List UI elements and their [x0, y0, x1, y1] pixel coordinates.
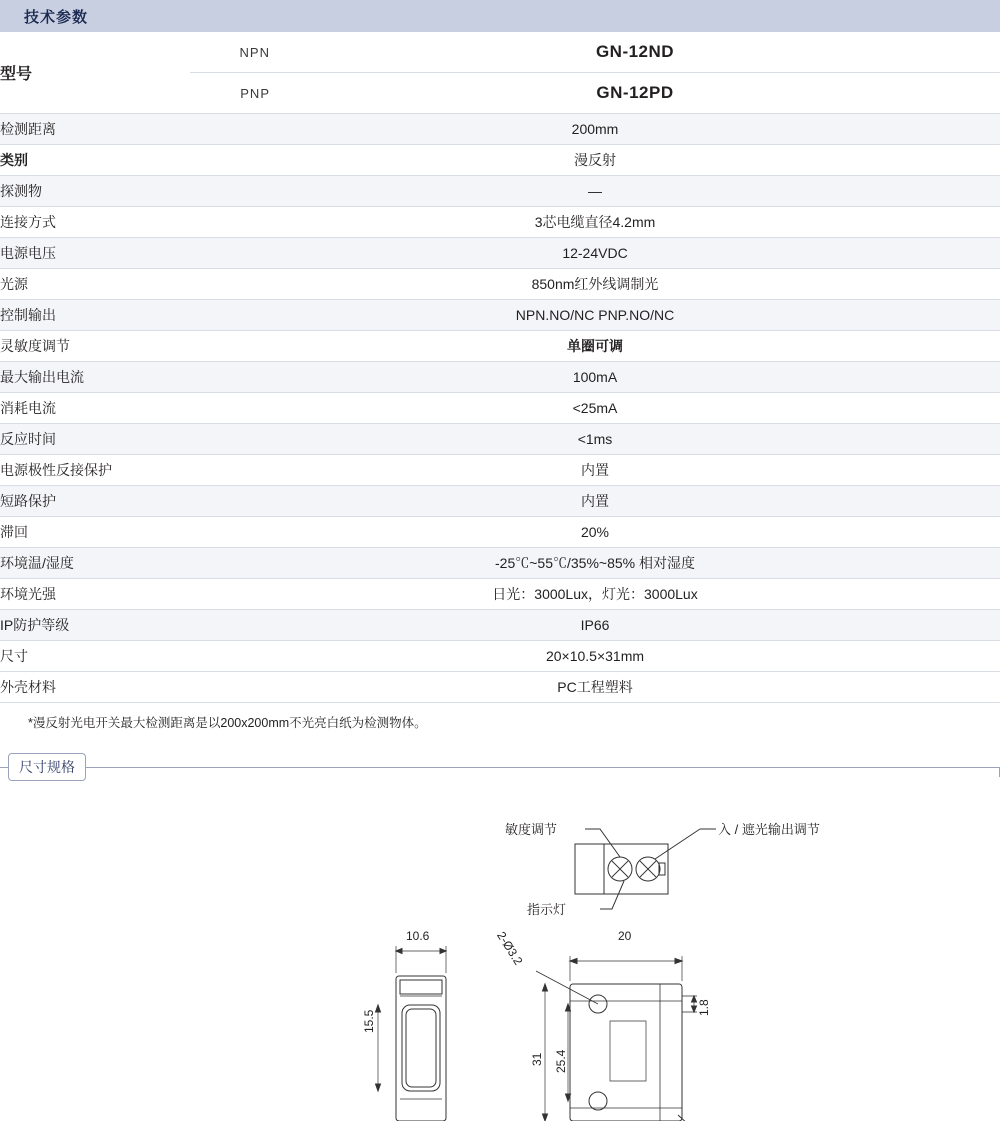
table-row [0, 579, 1000, 610]
table-row [0, 145, 1000, 176]
table-row [0, 610, 1000, 641]
row-label: 检测距离 [0, 114, 190, 145]
row-value: 200mm [190, 114, 1000, 145]
table-row [0, 362, 1000, 393]
row-value: -25℃~55℃/35%~85% 相对湿度 [190, 548, 1000, 579]
table-row [0, 238, 1000, 269]
dim-front-tab: 1.8 [697, 999, 711, 1016]
dim-hole-spec: 2-Ø3.2 [494, 929, 526, 968]
row-label: IP防护等级 [0, 610, 190, 641]
annotation-sensitivity: 敏度调节 [505, 822, 558, 837]
row-label: 外壳材料 [0, 672, 190, 703]
annotation-indicator-lamp: 指示灯 [527, 902, 567, 917]
table-row [0, 641, 1000, 672]
row-value: 单圈可调 [190, 331, 1000, 362]
row-value: IP66 [190, 610, 1000, 641]
table-row [0, 269, 1000, 300]
spec-footnote: *漫反射光电开关最大检测距离是以200x200mm不光亮白纸为检测物体。 [28, 716, 427, 730]
dimension-drawing [0, 781, 1000, 1121]
row-value: 内置 [190, 486, 1000, 517]
row-value: 3芯电缆直径4.2mm [190, 207, 1000, 238]
row-value: 100mA [190, 362, 1000, 393]
model-pnp-type: PNP [190, 73, 270, 114]
table-row [0, 331, 1000, 362]
dimension-section-tag: 尺寸规格 [8, 753, 86, 781]
row-value: 20% [190, 517, 1000, 548]
table-row-model-npn [0, 32, 1000, 73]
tech-params-title: 技术参数 [24, 8, 89, 26]
row-value: <25mA [190, 393, 1000, 424]
row-label: 控制输出 [0, 300, 190, 331]
row-value: 850nm红外线调制光 [190, 269, 1000, 300]
row-value: PC工程塑料 [190, 672, 1000, 703]
row-label: 电源极性反接保护 [0, 455, 190, 486]
row-value: 漫反射 [190, 145, 1000, 176]
model-label-cell [0, 32, 190, 114]
row-value: 内置 [190, 455, 1000, 486]
row-label: 光源 [0, 269, 190, 300]
annotation-light-dark-output: 入 / 遮光输出调节 [718, 822, 820, 837]
dim-side-width: 10.6 [406, 929, 430, 943]
table-row [0, 455, 1000, 486]
dimension-divider [0, 767, 1000, 768]
row-value: <1ms [190, 424, 1000, 455]
row-value: 20×10.5×31mm [190, 641, 1000, 672]
model-pnp-value: GN-12PD [270, 73, 1000, 114]
row-label: 类别 [0, 145, 190, 176]
dimension-section-header [0, 753, 1000, 781]
dim-front-height: 31 [530, 1052, 544, 1066]
table-row [0, 207, 1000, 238]
row-label: 反应时间 [0, 424, 190, 455]
table-row [0, 114, 1000, 145]
spec-table [0, 32, 1000, 703]
row-label: 环境温/湿度 [0, 548, 190, 579]
row-value: 日光：3000Lux，灯光：3000Lux [190, 579, 1000, 610]
model-label: 型号 [0, 66, 33, 83]
dim-front-inner-height: 25.4 [554, 1049, 568, 1073]
row-label: 短路保护 [0, 486, 190, 517]
dimension-drawing-svg [0, 781, 1000, 1121]
table-row [0, 672, 1000, 703]
dim-front-width: 20 [618, 929, 632, 943]
row-value: NPN.NO/NC PNP.NO/NC [190, 300, 1000, 331]
table-row [0, 486, 1000, 517]
row-label: 滞回 [0, 517, 190, 548]
table-row [0, 517, 1000, 548]
model-npn-type: NPN [190, 32, 270, 73]
model-npn-value: GN-12ND [270, 32, 1000, 73]
row-label: 尺寸 [0, 641, 190, 672]
table-row [0, 176, 1000, 207]
tech-params-header [0, 0, 1000, 32]
row-label: 灵敏度调节 [0, 331, 190, 362]
row-label: 连接方式 [0, 207, 190, 238]
row-label: 消耗电流 [0, 393, 190, 424]
row-label: 最大输出电流 [0, 362, 190, 393]
row-label: 环境光强 [0, 579, 190, 610]
row-label: 探测物 [0, 176, 190, 207]
row-value: 12-24VDC [190, 238, 1000, 269]
table-row [0, 393, 1000, 424]
dim-side-height: 15.5 [362, 1009, 376, 1033]
table-row [0, 548, 1000, 579]
table-row [0, 300, 1000, 331]
table-row [0, 424, 1000, 455]
row-value: — [190, 176, 1000, 207]
row-label: 电源电压 [0, 238, 190, 269]
